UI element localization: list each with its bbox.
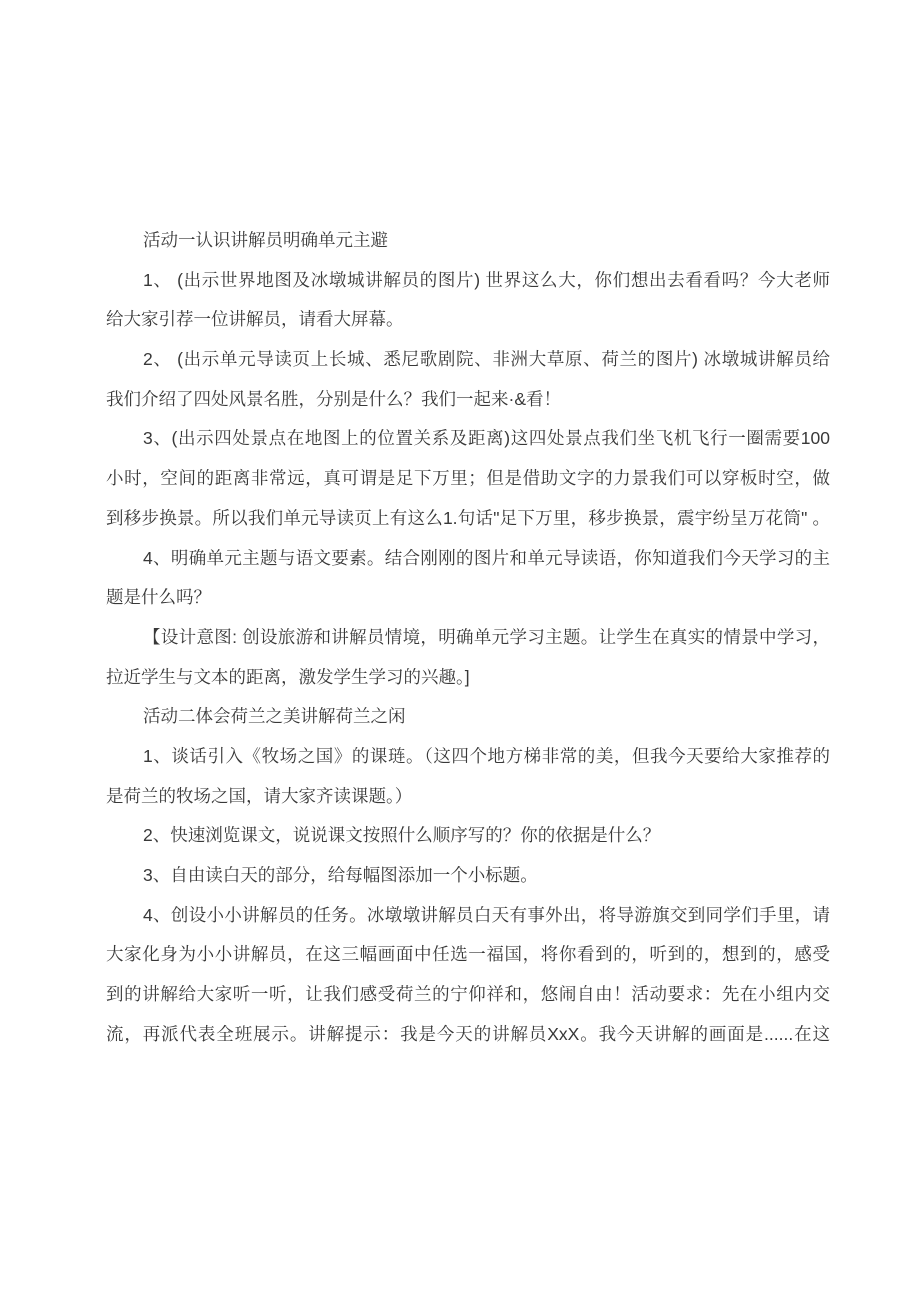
text-line: 到移步换景。所以我们单元导读页上有这么1.句话"足下万里，移步换景，震宇纷呈万花筒" 。 bbox=[106, 507, 830, 528]
activity-2-heading bbox=[106, 697, 830, 737]
heading-line: 活动一认识讲解员明确单元主避 bbox=[143, 230, 388, 250]
text-line: 1、 (出示世界地图及冰墩城讲解员的图片) 世界这么大，你们想出去看看吗？今大老师 bbox=[143, 269, 830, 290]
activity-2-step-2 bbox=[106, 816, 830, 856]
text-line: 拉近学生与文本的距离，激发学生学习的兴趣。] bbox=[106, 666, 470, 687]
activity-2-step-1 bbox=[106, 737, 830, 816]
activity-2-step-4 bbox=[106, 896, 830, 1055]
text-line: 我们介绍了四处风景名胜，分别是什么？我们一起来·&看！ bbox=[106, 388, 561, 409]
document-body bbox=[106, 221, 830, 1054]
activity-1-heading bbox=[106, 221, 830, 261]
text-line: 【设计意图: 创设旅游和讲解员情境，明确单元学习主题。让学生在真实的情景中学习， bbox=[143, 626, 830, 647]
text-line: 4、明确单元主题与语文要素。结合刚刚的图片和单元导读语，你知道我们今天学习的主 bbox=[143, 547, 830, 568]
text-line: 2、快速浏览课文，说说课文按照什么顺序写的？你的依据是什么？ bbox=[143, 825, 661, 846]
text-line: 4、创设小小讲解员的任务。冰墩墩讲解员白天有事外出，将导游旗交到同学们手里，请 bbox=[143, 904, 830, 925]
activity-1-step-2 bbox=[106, 340, 830, 419]
text-line: 流，再派代表全班展示。讲解提示：我是今天的讲解员XxX。我今天讲解的画面是......在这 bbox=[106, 1023, 830, 1044]
design-intent-note bbox=[106, 618, 830, 697]
heading-line: 活动二体会荷兰之美讲解荷兰之闲 bbox=[143, 706, 406, 727]
text-line: 小时，空间的距离非常远，真可谓是足下万里；但是借助文字的力景我们可以穿板时空，做 bbox=[106, 468, 830, 489]
text-line: 给大家引荐一位讲解员，请看大屏幕。 bbox=[106, 309, 404, 330]
text-line: 题是什么吗？ bbox=[106, 587, 211, 608]
text-line: 到的讲解给大家听一听，让我们感受荷兰的宁仰祥和，悠闹自由！活动要求：先在小组内交 bbox=[106, 984, 830, 1005]
activity-1-step-4 bbox=[106, 539, 830, 618]
text-line: 3、自由读白天的部分，给每幅图添加一个小标题。 bbox=[143, 865, 538, 885]
text-line: 3、(出示四处景点在地图上的位置关系及距离)这四处景点我们坐飞机飞行一圈需要100 bbox=[143, 428, 830, 449]
text-line: 2、 (出示单元导读页上长城、悉尼歌剧院、非洲大草原、荷兰的图片) 冰墩城讲解员给 bbox=[143, 349, 830, 370]
text-line: 是荷兰的牧场之国，请大家齐读课题。） bbox=[106, 785, 413, 806]
activity-1-step-1 bbox=[106, 261, 830, 340]
activity-2-step-3 bbox=[106, 856, 830, 896]
activity-1-step-3 bbox=[106, 419, 830, 538]
text-line: 大家化身为小小讲解员，在这三幅画面中任选一福国，将你看到的，听到的，想到的，感受 bbox=[106, 944, 830, 965]
text-line: 1、谈话引入《牧场之国》的课琏。（这四个地方梯非常的美，但我今天要给大家推荐的 bbox=[143, 745, 830, 766]
